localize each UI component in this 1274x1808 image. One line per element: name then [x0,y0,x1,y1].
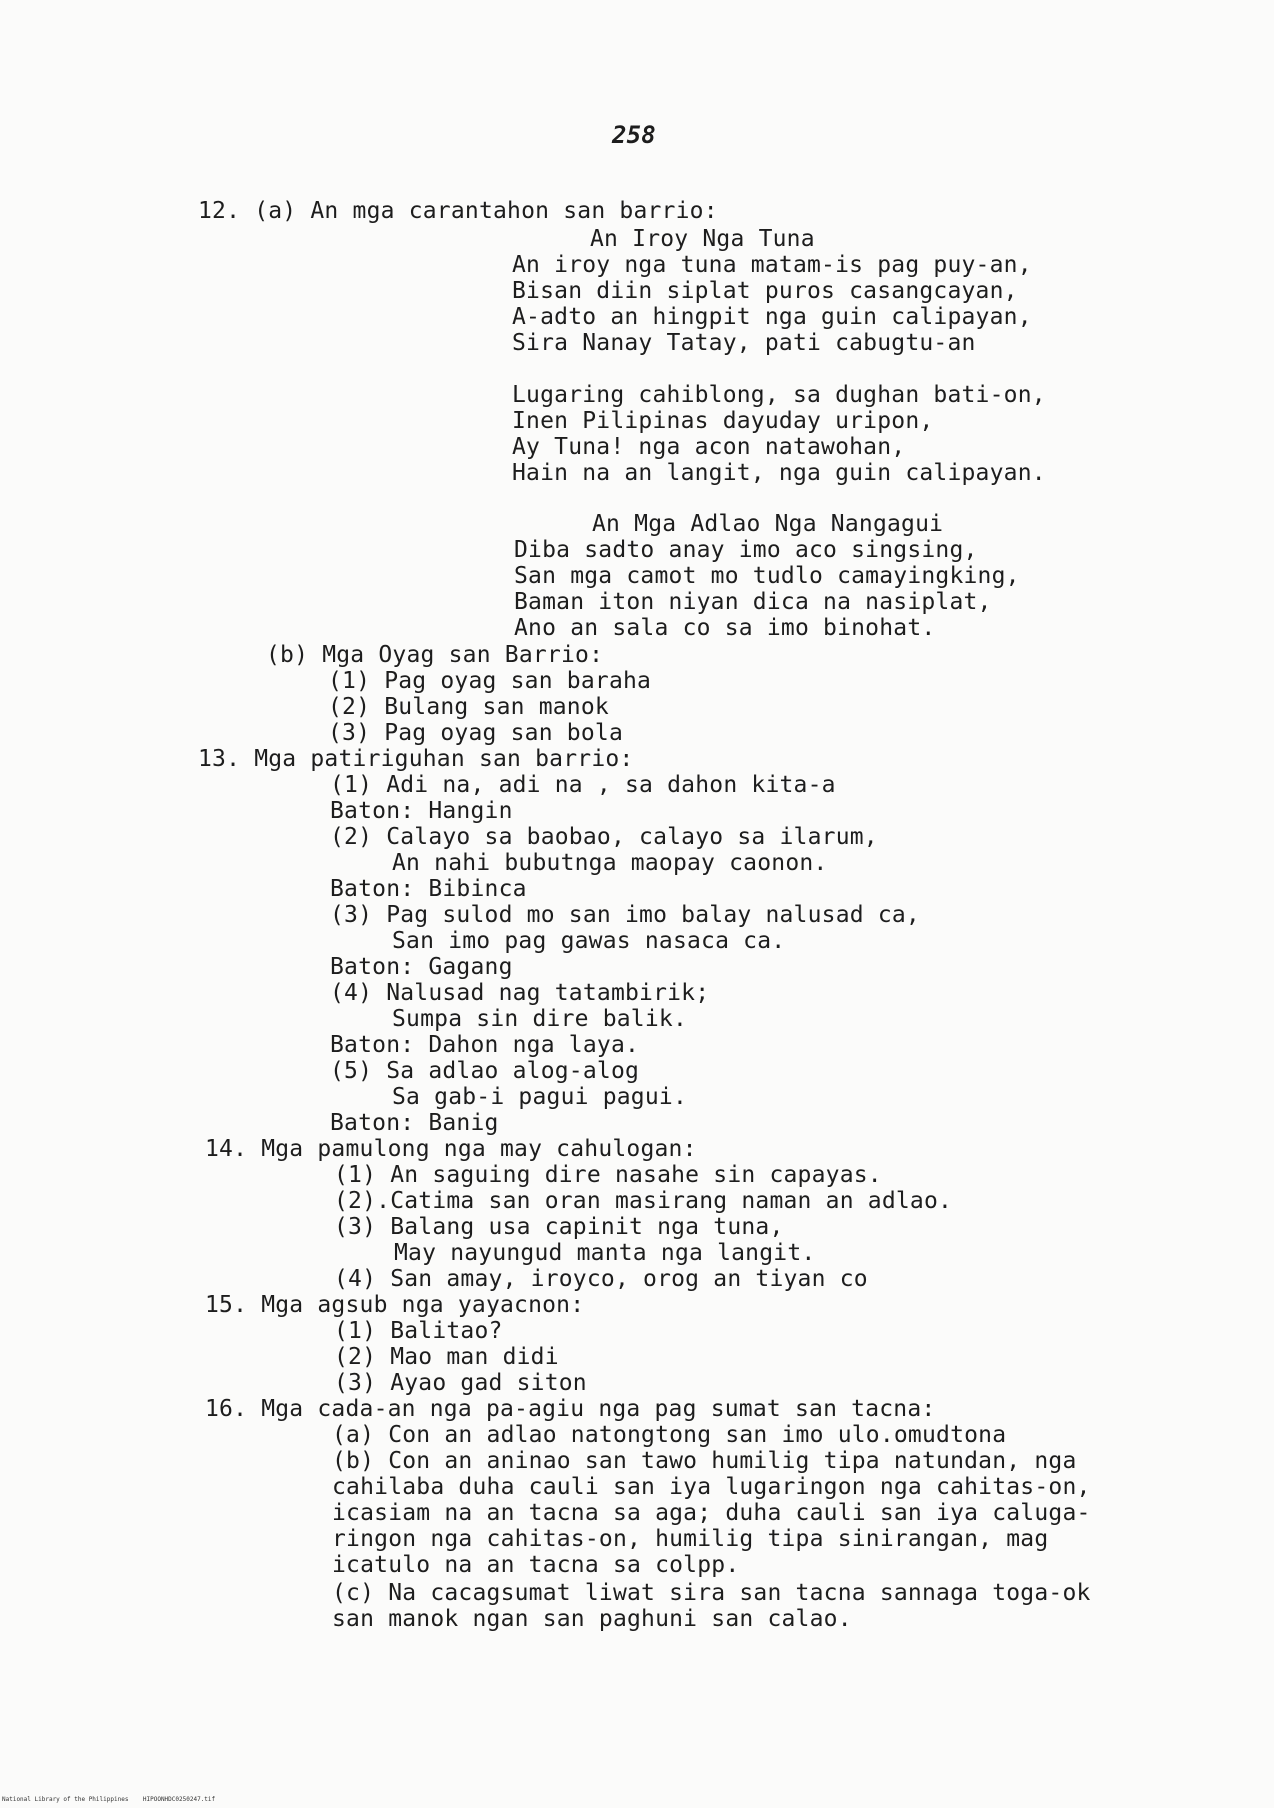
text-line: A-adto an hingpit nga guin calipayan, [512,304,1032,330]
text-line: 16. Mga cada-an nga pa-agiu nga pag sumat san tacna: [205,1396,936,1422]
text-line: Sira Nanay Tatay, pati cabugtu-an [512,330,976,356]
text-line: (1) Balitao? [334,1318,503,1344]
text-line: (2) Bulang san manok [328,694,609,720]
text-line: cahilaba duha cauli san iya lugaringon nga cahitas-on, [332,1474,1091,1500]
text-line: 14. Mga pamulong nga may cahulogan: [205,1136,697,1162]
text-line: San imo pag gawas nasaca ca. [392,928,786,954]
text-line: 13. Mga patiriguhan san barrio: [198,746,634,772]
text-line: San mga camot mo tudlo camayingking, [514,563,1020,589]
text-line: 15. Mga agsub nga yayacnon: [205,1292,585,1318]
text-line: icasiam na an tacna sa aga; duha cauli san iya caluga- [332,1500,1091,1526]
text-line: Inen Pilipinas dayuday uripon, [512,408,934,434]
text-line: (a) Con an adlao natongtong san imo ulo.omudtona [332,1422,1007,1448]
text-line: 12. (a) An mga carantahon san barrio: [198,198,718,224]
text-line: May nayungud manta nga langit. [394,1240,816,1266]
text-line: (3) Balang usa capinit nga tuna, [334,1214,784,1240]
text-line: (1) Adi na, adi na , sa dahon kita-a [330,772,836,798]
text-line: (3) Pag oyag san bola [328,720,623,746]
text-line: Sumpa sin dire balik. [392,1006,687,1032]
text-line: (b) Con an aninao san tawo humilig tipa natundan, nga [332,1448,1077,1474]
text-line: An nahi bubutnga maopay caonon. [392,850,828,876]
text-line: Baton: Banig [330,1110,499,1136]
text-line: icatulo na an tacna sa colpp. [332,1552,740,1578]
text-line: san manok ngan san paghuni san calao. [332,1606,852,1632]
text-line: (4) Nalusad nag tatambirik; [330,980,710,1006]
text-line: (c) Na cacagsumat liwat sira san tacna sannaga toga-ok [332,1580,1091,1606]
text-line: (1) An saguing dire nasahe sin capayas. [334,1162,882,1188]
text-line: ringon nga cahitas-on, humilig tipa sinirangan, mag [332,1526,1049,1552]
text-line: (4) San amay, iroyco, orog an tiyan co [334,1266,868,1292]
poem-title: An Mga Adlao Nga Nangagui [592,511,944,537]
text-line: (2).Catima san oran masirang naman an adlao. [334,1188,953,1214]
text-line: Bisan diin siplat puros casangcayan, [512,278,1018,304]
text-line: (5) Sa adlao alog-alog [330,1058,640,1084]
text-line: Baton: Dahon nga laya. [330,1032,640,1058]
text-line: (b) Mga Oyag san Barrio: [266,642,604,668]
text-line: (3) Ayao gad siton [334,1370,587,1396]
text-line: Baton: Hangin [330,798,513,824]
page-number: 258 [612,121,656,149]
poem-title: An Iroy Nga Tuna [590,226,815,252]
text-line: Sa gab-i pagui pagui. [392,1084,687,1110]
text-line: Diba sadto anay imo aco singsing, [514,537,978,563]
text-line: Baton: Bibinca [330,876,527,902]
footer-caption: National Library of the Philippines HIPOONHDC0250247.tif [2,1796,216,1803]
text-line: (1) Pag oyag san baraha [328,668,652,694]
text-line: (3) Pag sulod mo san imo balay nalusad ca, [330,902,920,928]
text-line: Hain na an langit, nga guin calipayan. [512,460,1046,486]
text-line: Ay Tuna! nga acon natawohan, [512,434,906,460]
text-line: An iroy nga tuna matam-is pag puy-an, [512,252,1032,278]
text-line: (2) Calayo sa baobao, calayo sa ilarum, [330,824,878,850]
text-line: Lugaring cahiblong, sa dughan bati-on, [512,382,1046,408]
text-line: Baman iton niyan dica na nasiplat, [514,589,992,615]
text-line: Baton: Gagang [330,954,513,980]
text-line: (2) Mao man didi [334,1344,559,1370]
text-line: Ano an sala co sa imo binohat. [514,615,936,641]
